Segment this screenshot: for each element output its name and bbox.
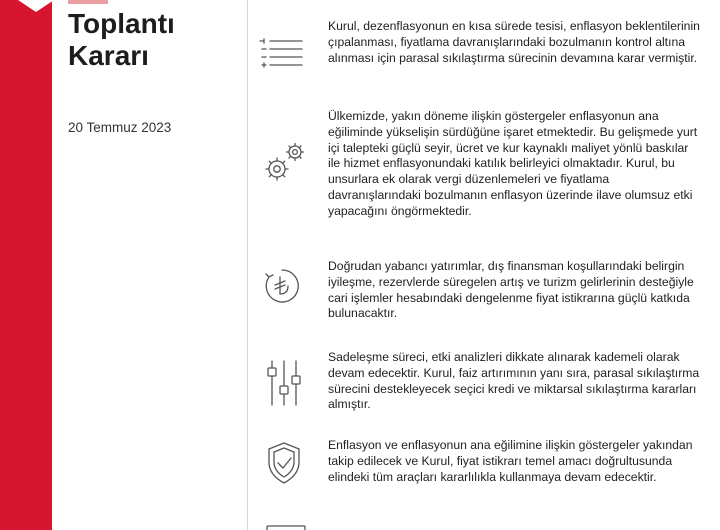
paragraph-text: Doğrudan yabancı yatırımlar, dış finansman koşullarındaki belirgin iyileşme, rezervlerde süregelen artış ve turizm gelirlerinin desteğiyle cari işlemler hesabındaki dengelenme fiyat istikrarına güçlü katkıda bulunacaktır. <box>328 259 694 321</box>
brand-red-bar <box>0 0 52 530</box>
shield-check-icon <box>264 440 304 486</box>
paragraph-text: Ülkemizde, yakın döneme ilişkin göstergeler enflasyonun ana eğiliminde yükselişin sürdüğüne işaret etmektedir. Bu gelişmede yurt içi talepteki güçlü seyir, ücret ve kur kaynaklı maliyet yönlü baskılar ile hizmet enflasyonundaki katılık belirleyici olmaktadır. Kurul, bu unsurlara ek olarak vergi düzenlemeleri ve fiyatlama davranışlarındaki bozulmanın enflasyon üzerinde ilave olumsuz etki yapacağını öngörmektedir. <box>328 109 698 218</box>
sidebar-panel <box>52 0 248 530</box>
cropped-heading-fragment <box>68 0 108 4</box>
paragraph-text: Sadeleşme süreci, etki analizleri dikkate alınarak kademeli olarak devam edecektir. Kurul, faiz artırımının yanı sıra, parasal sıkılaştırma sürecini destekleyecek seçici kredi ve miktarsal sıkılaştırma kararları almıştır. <box>328 350 700 412</box>
title-line-2: Kararı <box>68 40 149 71</box>
gears-icon <box>262 140 308 186</box>
paragraph-3 <box>328 259 700 322</box>
paragraph-text: Kurul, dezenflasyonun en kısa sürede tesisi, enflasyon beklentilerinin çıpalanması, fiyatlama davranışlarındaki bozulmanın kontrol altına alınması için parasal sıkılaştırma sürecinin devamına karar vermiştir. <box>328 19 700 65</box>
title-line-1: Toplantı <box>68 8 175 39</box>
paragraph-1 <box>328 19 700 66</box>
paragraph-5 <box>328 438 700 485</box>
list-icon <box>258 36 304 70</box>
next-item-icon <box>266 525 306 530</box>
brand-notch <box>18 0 54 12</box>
meeting-date: 20 Temmuz 2023 <box>68 120 172 135</box>
vertical-divider <box>247 0 248 530</box>
lira-cycle-icon <box>262 266 302 306</box>
paragraph-4 <box>328 350 700 413</box>
paragraph-2 <box>328 109 700 220</box>
page-title <box>68 8 238 72</box>
paragraph-text: Enflasyon ve enflasyonun ana eğilimine ilişkin göstergeler yakından takip edilecek ve Kurul, fiyat istikrarı temel amacı doğrultusunda elindeki tüm araçları kararlılıkla kullanmaya devam edecektir. <box>328 438 693 484</box>
sliders-icon <box>266 358 302 408</box>
